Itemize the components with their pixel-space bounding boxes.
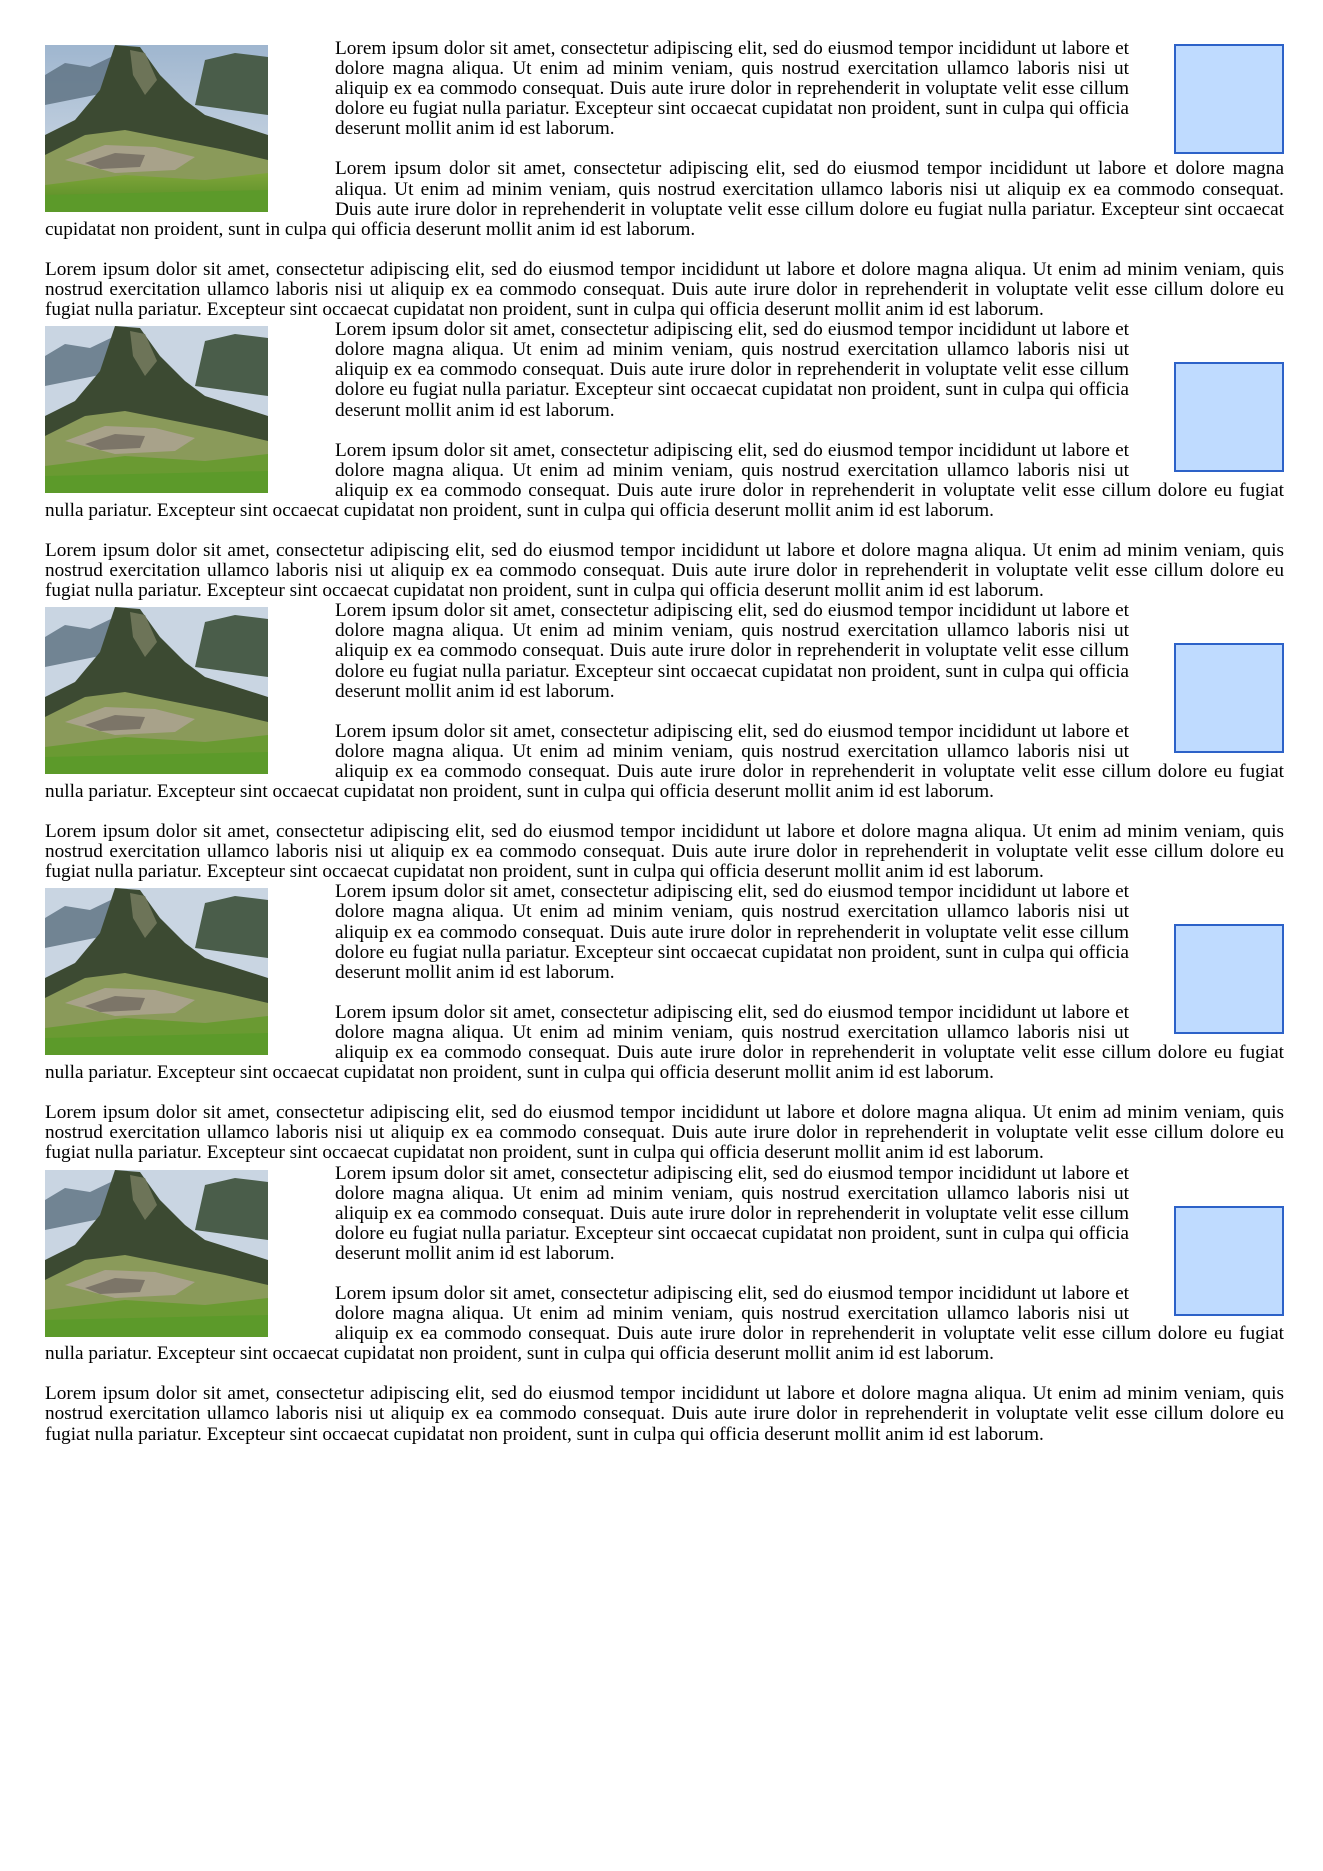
mountain-photo-image bbox=[45, 888, 268, 1055]
content-block-1 bbox=[45, 39, 1284, 320]
mountain-photo-image bbox=[45, 607, 268, 774]
full-paragraph: Lorem ipsum dolor sit amet, consectetur adipiscing elit, sed do eiusmod tempor incididunt ut labore et dolore magna aliqua. Ut enim ad minim veniam, quis nostrud exercitation ullamco laboris nisi ut aliquip ex ea commodo consequat. Duis aute irure dolor in reprehenderit in voluptate velit esse cillum dolore eu fugiat nulla pariatur. Excepteur sint occaecat cupidatat non proident, sunt in culpa qui officia deserunt mollit anim id est laborum. bbox=[45, 821, 1284, 883]
document-page bbox=[45, 39, 1284, 1445]
full-paragraph: Lorem ipsum dolor sit amet, consectetur adipiscing elit, sed do eiusmod tempor incididunt ut labore et dolore magna aliqua. Ut enim ad minim veniam, quis nostrud exercitation ullamco laboris nisi ut aliquip ex ea commodo consequat. Duis aute irure dolor in reprehenderit in voluptate velit esse cillum dolore eu fugiat nulla pariatur. Excepteur sint occaecat cupidatat non proident, sunt in culpa qui officia deserunt mollit anim id est laborum. bbox=[45, 1102, 1284, 1164]
float-paragraph-2: Lorem ipsum dolor sit amet, consectetur adipiscing elit, sed do eiusmod tempor incididunt ut labore et dolore magna aliqua. Ut enim ad minim veniam, quis nostrud exercitation ullamco laboris nisi ut aliquip ex ea commodo consequat. Duis aute irure dolor in reprehenderit in voluptate velit esse cillum dolore eu fugiat nulla pariatur. Excepteur sint occaecat cupidatat non proident, sunt in culpa qui officia deserunt mollit anim id est laborum. bbox=[45, 439, 1284, 521]
full-paragraph: Lorem ipsum dolor sit amet, consectetur adipiscing elit, sed do eiusmod tempor incididunt ut labore et dolore magna aliqua. Ut enim ad minim veniam, quis nostrud exercitation ullamco laboris nisi ut aliquip ex ea commodo consequat. Duis aute irure dolor in reprehenderit in voluptate velit esse cillum dolore eu fugiat nulla pariatur. Excepteur sint occaecat cupidatat non proident, sunt in culpa qui officia deserunt mollit anim id est laborum. bbox=[45, 258, 1284, 321]
float-paragraph-1: Lorem ipsum dolor sit amet, consectetur adipiscing elit, sed do eiusmod tempor incididunt ut labore et dolore magna aliqua. Ut enim ad minim veniam, quis nostrud exercitation ullamco laboris nisi ut aliquip ex ea commodo consequat. Duis aute irure dolor in reprehenderit in voluptate velit esse cillum dolore eu fugiat nulla pariatur. Excepteur sint occaecat cupidatat non proident, sunt in culpa qui officia deserunt mollit anim id est laborum. bbox=[335, 600, 1129, 702]
content-block-4 bbox=[45, 882, 1284, 1163]
float-paragraph-1: Lorem ipsum dolor sit amet, consectetur adipiscing elit, sed do eiusmod tempor incididunt ut labore et dolore magna aliqua. Ut enim ad minim veniam, quis nostrud exercitation ullamco laboris nisi ut aliquip ex ea commodo consequat. Duis aute irure dolor in reprehenderit in voluptate velit esse cillum dolore eu fugiat nulla pariatur. Excepteur sint occaecat cupidatat non proident, sunt in culpa qui officia deserunt mollit anim id est laborum. bbox=[335, 319, 1129, 421]
full-paragraph: Lorem ipsum dolor sit amet, consectetur adipiscing elit, sed do eiusmod tempor incididunt ut labore et dolore magna aliqua. Ut enim ad minim veniam, quis nostrud exercitation ullamco laboris nisi ut aliquip ex ea commodo consequat. Duis aute irure dolor in reprehenderit in voluptate velit esse cillum dolore eu fugiat nulla pariatur. Excepteur sint occaecat cupidatat non proident, sunt in culpa qui officia deserunt mollit anim id est laborum. bbox=[45, 539, 1284, 602]
float-paragraph-1: Lorem ipsum dolor sit amet, consectetur adipiscing elit, sed do eiusmod tempor incididunt ut labore et dolore magna aliqua. Ut enim ad minim veniam, quis nostrud exercitation ullamco laboris nisi ut aliquip ex ea commodo consequat. Duis aute irure dolor in reprehenderit in voluptate velit esse cillum dolore eu fugiat nulla pariatur. Excepteur sint occaecat cupidatat non proident, sunt in culpa qui officia deserunt mollit anim id est laborum. bbox=[335, 38, 1129, 140]
blue-square-box bbox=[1174, 1206, 1284, 1316]
float-paragraph-2: Lorem ipsum dolor sit amet, consectetur adipiscing elit, sed do eiusmod tempor incididunt ut labore et dolore magna aliqua. Ut enim ad minim veniam, quis nostrud exercitation ullamco laboris nisi ut aliquip ex ea commodo consequat. Duis aute irure dolor in reprehenderit in voluptate velit esse cillum dolore eu fugiat nulla pariatur. Excepteur sint occaecat cupidatat non proident, sunt in culpa qui officia deserunt mollit anim id est laborum. bbox=[45, 158, 1284, 240]
mountain-photo-image bbox=[45, 45, 268, 212]
float-paragraph-1: Lorem ipsum dolor sit amet, consectetur adipiscing elit, sed do eiusmod tempor incididunt ut labore et dolore magna aliqua. Ut enim ad minim veniam, quis nostrud exercitation ullamco laboris nisi ut aliquip ex ea commodo consequat. Duis aute irure dolor in reprehenderit in voluptate velit esse cillum dolore eu fugiat nulla pariatur. Excepteur sint occaecat cupidatat non proident, sunt in culpa qui officia deserunt mollit anim id est laborum. bbox=[335, 1162, 1129, 1264]
content-block-2 bbox=[45, 320, 1284, 601]
mountain-photo-image bbox=[45, 326, 268, 493]
float-paragraph-2: Lorem ipsum dolor sit amet, consectetur adipiscing elit, sed do eiusmod tempor incididunt ut labore et dolore magna aliqua. Ut enim ad minim veniam, quis nostrud exercitation ullamco laboris nisi ut aliquip ex ea commodo consequat. Duis aute irure dolor in reprehenderit in voluptate velit esse cillum dolore eu fugiat nulla pariatur. Excepteur sint occaecat cupidatat non proident, sunt in culpa qui officia deserunt mollit anim id est laborum. bbox=[45, 720, 1284, 802]
blue-square-box bbox=[1174, 924, 1284, 1034]
blue-square-box bbox=[1174, 362, 1284, 472]
float-paragraph-2: Lorem ipsum dolor sit amet, consectetur adipiscing elit, sed do eiusmod tempor incididunt ut labore et dolore magna aliqua. Ut enim ad minim veniam, quis nostrud exercitation ullamco laboris nisi ut aliquip ex ea commodo consequat. Duis aute irure dolor in reprehenderit in voluptate velit esse cillum dolore eu fugiat nulla pariatur. Excepteur sint occaecat cupidatat non proident, sunt in culpa qui officia deserunt mollit anim id est laborum. bbox=[45, 1282, 1284, 1365]
float-paragraph-2: Lorem ipsum dolor sit amet, consectetur adipiscing elit, sed do eiusmod tempor incididunt ut labore et dolore magna aliqua. Ut enim ad minim veniam, quis nostrud exercitation ullamco laboris nisi ut aliquip ex ea commodo consequat. Duis aute irure dolor in reprehenderit in voluptate velit esse cillum dolore eu fugiat nulla pariatur. Excepteur sint occaecat cupidatat non proident, sunt in culpa qui officia deserunt mollit anim id est laborum. bbox=[45, 1001, 1284, 1084]
float-paragraph-1: Lorem ipsum dolor sit amet, consectetur adipiscing elit, sed do eiusmod tempor incididunt ut labore et dolore magna aliqua. Ut enim ad minim veniam, quis nostrud exercitation ullamco laboris nisi ut aliquip ex ea commodo consequat. Duis aute irure dolor in reprehenderit in voluptate velit esse cillum dolore eu fugiat nulla pariatur. Excepteur sint occaecat cupidatat non proident, sunt in culpa qui officia deserunt mollit anim id est laborum. bbox=[335, 881, 1129, 983]
blue-square-box bbox=[1174, 643, 1284, 753]
content-block-3 bbox=[45, 601, 1284, 882]
blue-square-box bbox=[1174, 44, 1284, 154]
full-paragraph: Lorem ipsum dolor sit amet, consectetur adipiscing elit, sed do eiusmod tempor incididunt ut labore et dolore magna aliqua. Ut enim ad minim veniam, quis nostrud exercitation ullamco laboris nisi ut aliquip ex ea commodo consequat. Duis aute irure dolor in reprehenderit in voluptate velit esse cillum dolore eu fugiat nulla pariatur. Excepteur sint occaecat cupidatat non proident, sunt in culpa qui officia deserunt mollit anim id est laborum. bbox=[45, 1383, 1284, 1445]
mountain-photo-image bbox=[45, 1170, 268, 1337]
content-block-5 bbox=[45, 1164, 1284, 1445]
